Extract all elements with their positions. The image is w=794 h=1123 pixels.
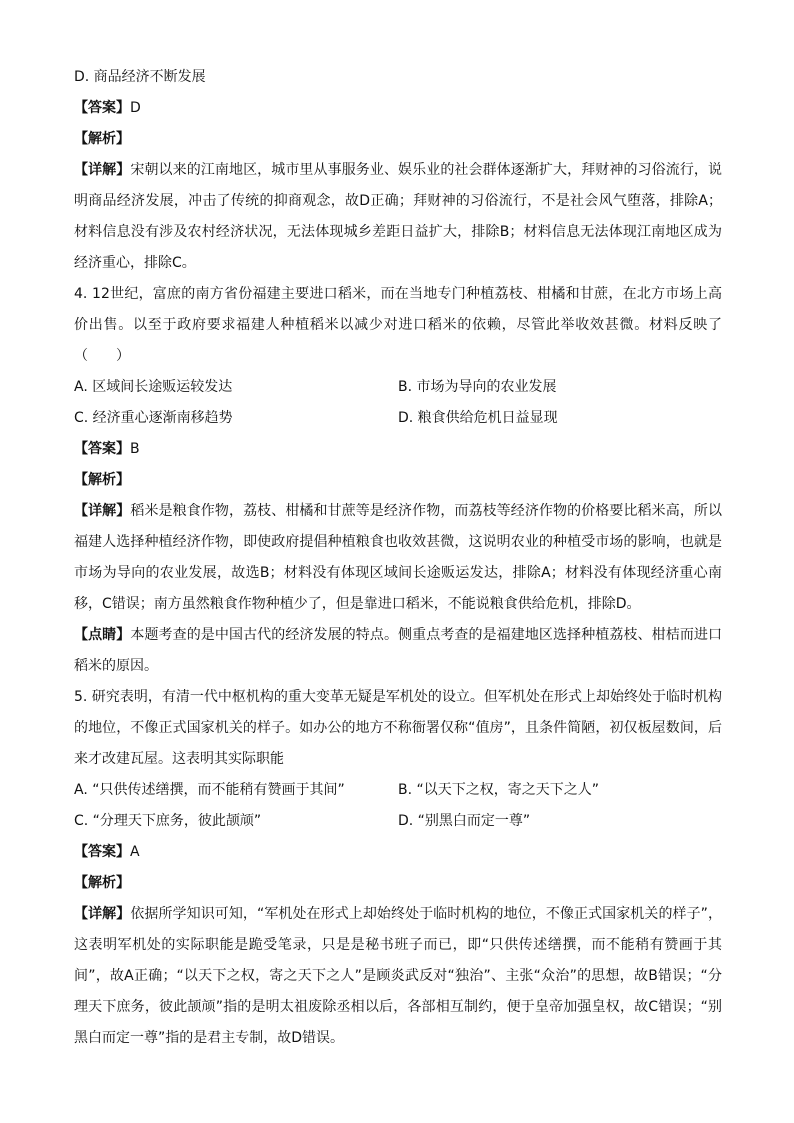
q4-option-a: A. 区域间长途贩运较发达 — [74, 379, 233, 395]
q5-detail — [74, 899, 722, 1054]
q4-options-row-1 — [74, 372, 722, 403]
q4-detail — [74, 496, 722, 620]
q5-options-row-2 — [74, 806, 722, 837]
tip-text: 本题考查的是中国古代的经济发展的特点。侧重点考查的是福建地区选择种植荔枝、柑桔而进口稻米的原因。 — [74, 627, 723, 674]
q4-option-c: C. 经济重心逐渐南移趋势 — [74, 410, 233, 426]
q5-option-b: B. “以天下之权，寄之天下之人” — [398, 782, 600, 798]
answer-tag: 【答案】 — [74, 441, 130, 457]
detail-text: 稻米是粮食作物，荔枝、柑橘和甘蔗等是经济作物，而荔枝等经济作物的价格要比稻米高，所以福建人选择种植经济作物，即使政府提倡种植粮食也收效甚微，这说明农业的种植受市场的影响，也就是市场为导向的农业发展，故选B；材料没有体现区域间长途贩运发达，排除A；材料没有体现经济重心南移，C错误；南方虽然粮食作物种植少了，但是靠进口稻米，不能说粮食供给危机，排除D。 — [74, 503, 723, 612]
detail-text: 宋朝以来的江南地区，城市里从事服务业、娱乐业的社会群体逐渐扩大，拜财神的习俗流行，说明商品经济发展，冲击了传统的抑商观念，故D正确；拜财神的习俗流行，不是社会风气堕落，排除A；材料信息没有涉及农村经济状况，无法体现城乡差距日益扩大，排除B；材料信息无法体现江南地区成为经济重心，排除C。 — [74, 162, 723, 271]
answer-value: B — [130, 441, 140, 457]
detail-tag: 【详解】 — [74, 906, 131, 922]
q3-answer — [74, 93, 722, 124]
answer-tag: 【答案】 — [74, 100, 130, 116]
q5-option-c: C. “分理天下庶务，彼此颉颃” — [74, 813, 262, 829]
q3-detail — [74, 155, 722, 279]
q4-stem: 4. 12世纪，富庶的南方省份福建主要进口稻米，而在当地专门种植荔枝、柑橘和甘蔗，在北方市场上高价出售。以至于政府要求福建人种植稻米以减少对进口稻米的依赖，尽管此举收效甚微。材料反映了（ ） — [74, 286, 722, 364]
q5-option-a: A. “只供传述缮撰，而不能稍有赞画于其间” — [74, 782, 345, 798]
document-content — [74, 62, 722, 1054]
q5-option-d: D. “别黑白而定一尊” — [398, 813, 531, 829]
analysis-tag: 【解析】 — [74, 875, 130, 891]
q3-option-d: D. 商品经济不断发展 — [74, 69, 206, 85]
detail-text: 依据所学知识可知，“军机处在形式上却始终处于临时机构的地位，不像正式国家机关的样子”，这表明军机处的实际职能是跪受笔录，只是是秘书班子而已，即“只供传述缮撰，而不能稍有赞画于其间”，故A正确；“以天下之权，寄之天下之人”是顾炎武反对“独治”、主张“众治”的思想，故B错误；“分理天下庶务，彼此颉颃”指的是明太祖废除丞相以后，各部相互制约，便于皇帝加强皇权，故C错误；“别黑白而定一尊”指的是君主专制，故D错误。 — [74, 906, 722, 1046]
q5-answer — [74, 837, 722, 868]
q4-answer — [74, 434, 722, 465]
q4-analysis — [74, 465, 722, 496]
detail-tag: 【详解】 — [74, 503, 131, 519]
analysis-tag: 【解析】 — [74, 131, 130, 147]
q5-options-row-1 — [74, 775, 722, 806]
q5-analysis — [74, 868, 722, 899]
detail-tag: 【详解】 — [74, 162, 131, 178]
q4-option-d: D. 粮食供给危机日益显现 — [398, 410, 558, 426]
q4-option-b: B. 市场为导向的农业发展 — [398, 379, 557, 395]
q4-options-row-2 — [74, 403, 722, 434]
q3-analysis — [74, 124, 722, 155]
answer-tag: 【答案】 — [74, 844, 130, 860]
q4-tip — [74, 620, 722, 682]
analysis-tag: 【解析】 — [74, 472, 130, 488]
answer-value: D — [130, 100, 141, 116]
tip-tag: 【点睛】 — [74, 627, 131, 643]
answer-value: A — [130, 844, 140, 860]
q5-stem: 5. 研究表明，有清一代中枢机构的重大变革无疑是军机处的设立。但军机处在形式上却始终处于临时机构的地位，不像正式国家机关的样子。如办公的地方不称衙署仅称“值房”，且条件简陋，初仅板屋数间，后来才改建瓦屋。这表明其实际职能 — [74, 689, 722, 767]
